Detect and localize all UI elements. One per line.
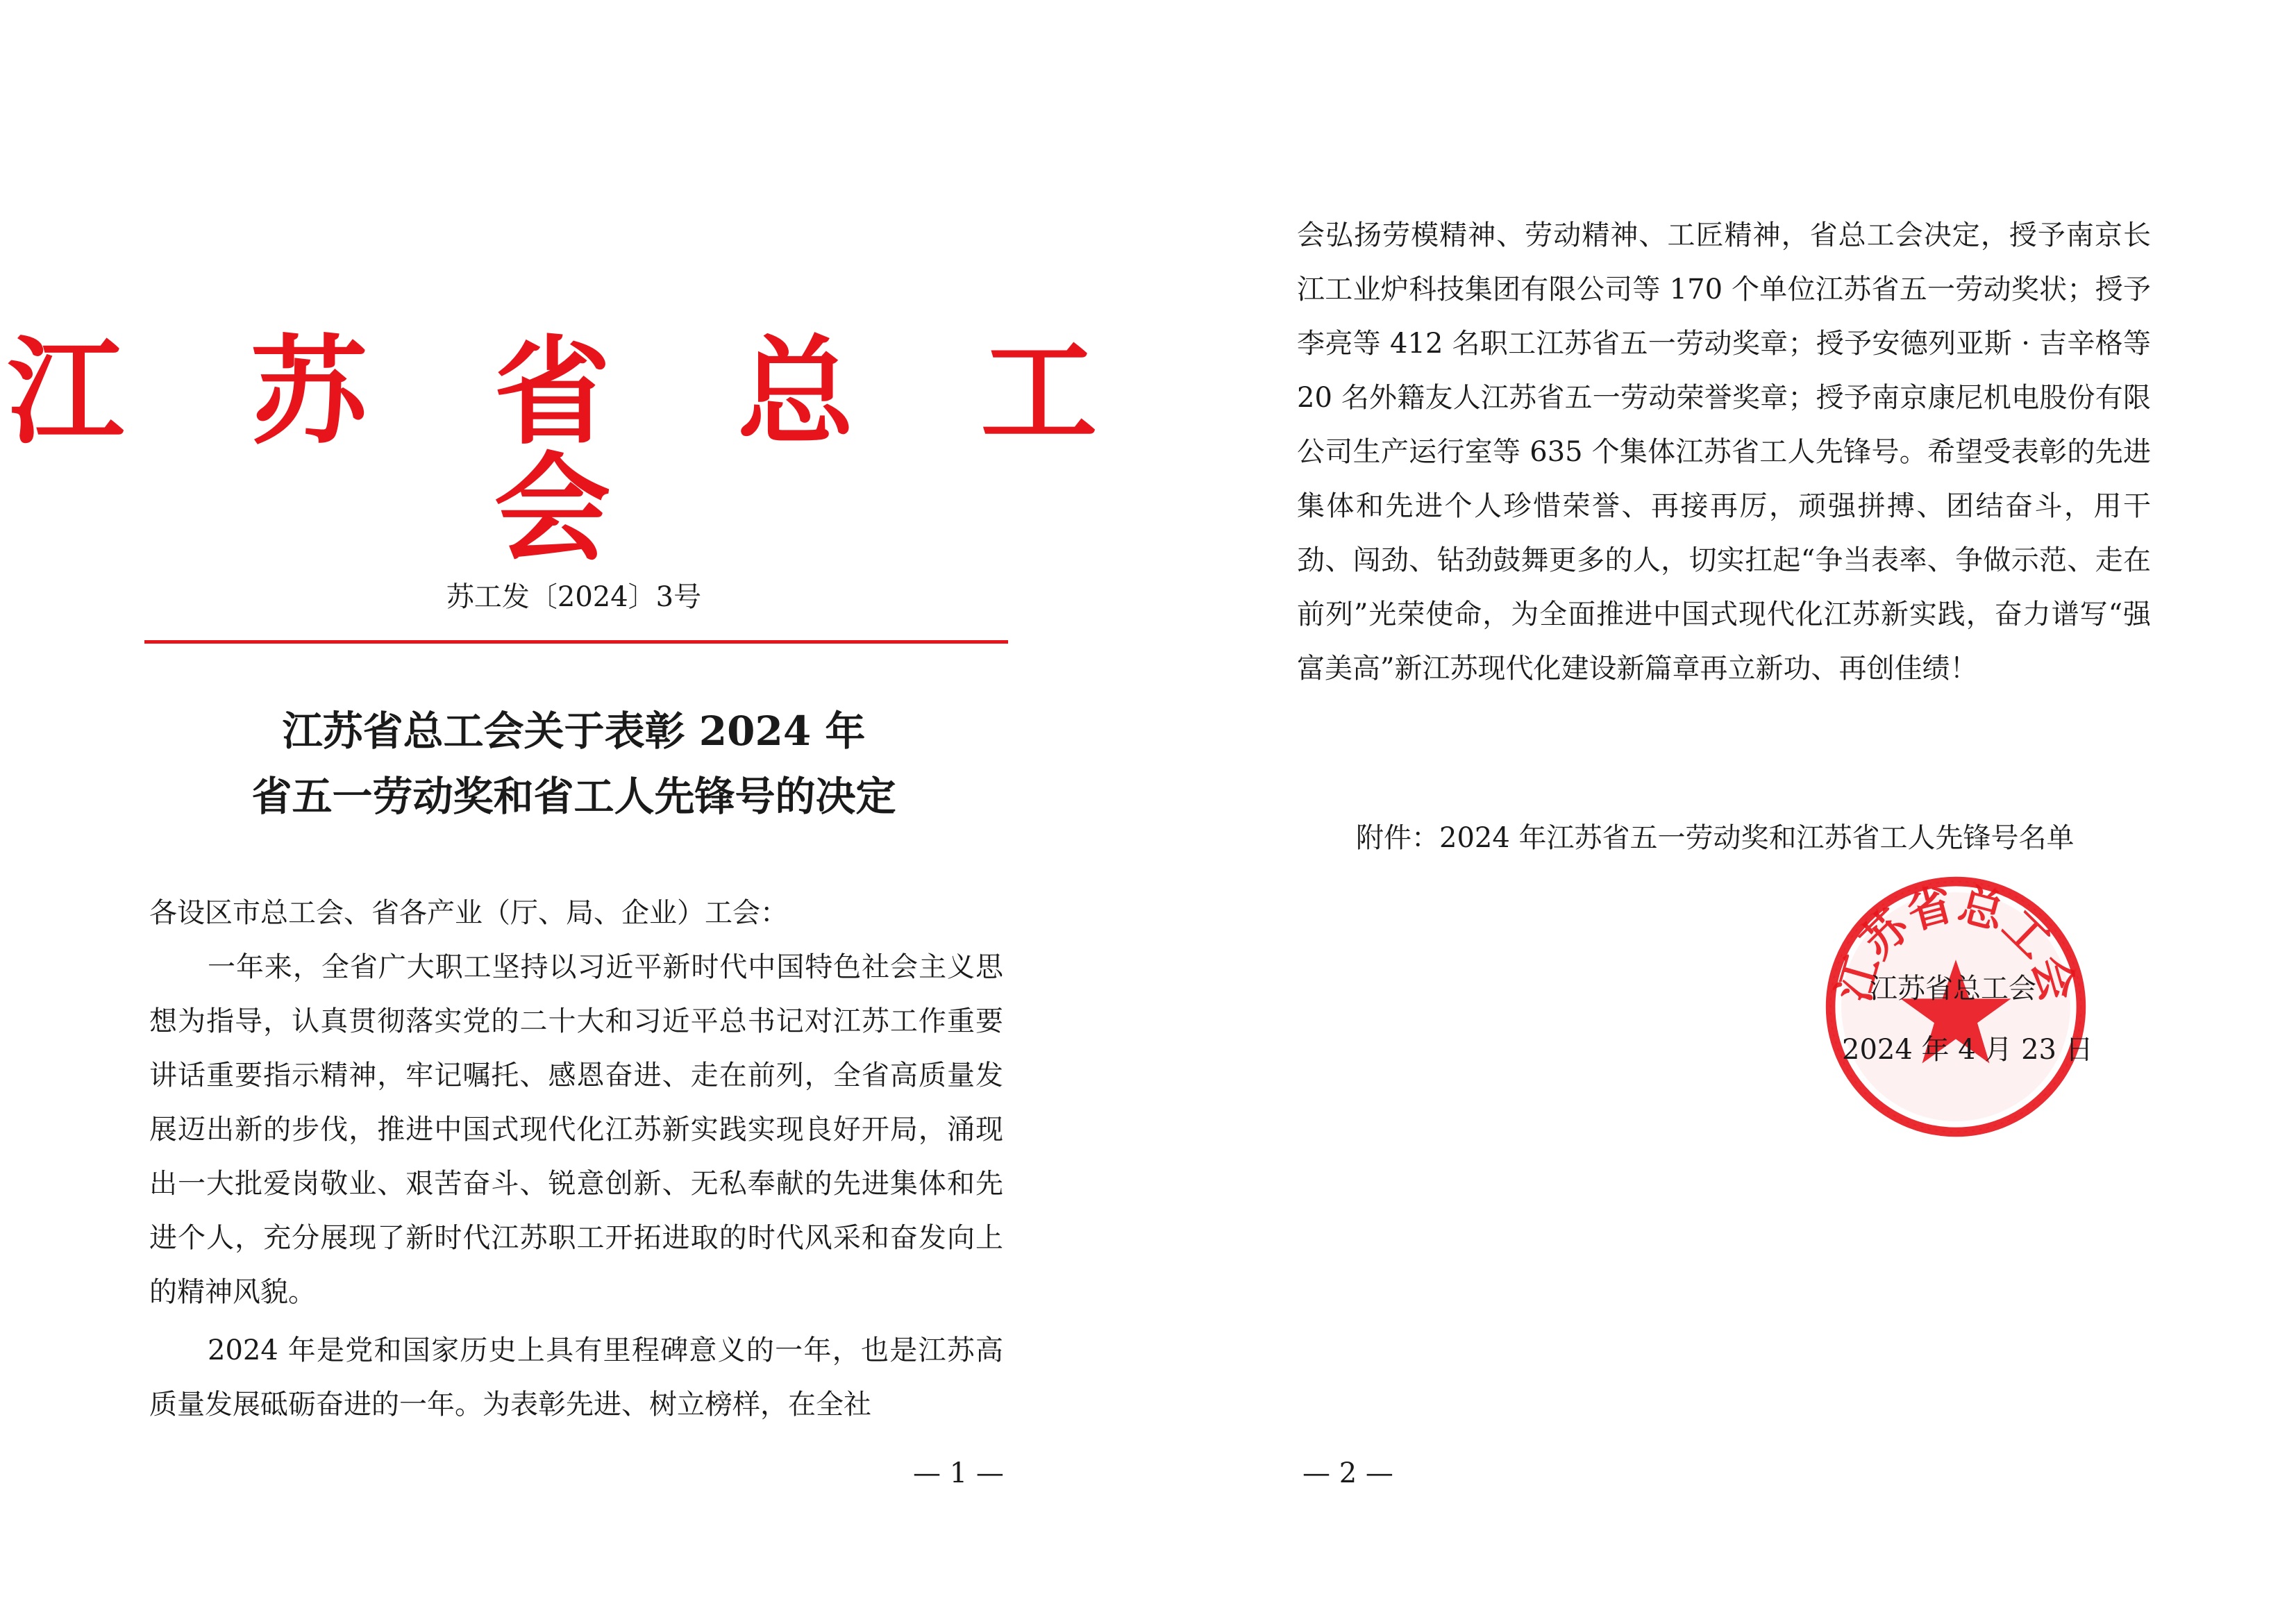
official-seal bbox=[1821, 872, 2090, 1141]
body-paragraph-1: 一年来，全省广大职工坚持以习近平新时代中国特色社会主义思想为指导，认真贯彻落实党的二十大和习近平总书记对江苏工作重要讲话重要指示精神，牢记嘱托、感恩奋进、走在前列，全省高质量发展迈出新的步伐，推进中国式现代化江苏新实践实现良好开局，涌现出一大批爱岗敬业、艰苦奋斗、锐意创新、无私奉献的先进集体和先进个人，充分展现了新时代江苏职工开拓进取的时代风采和奋发向上的精神风貌。 bbox=[149, 951, 1003, 1308]
document-number: 苏工发〔2024〕3号 bbox=[446, 581, 702, 613]
attachment-line: 附件：2024 年江苏省五一劳动奖和江苏省工人先锋号名单 bbox=[1356, 822, 2075, 854]
seal-text: 江苏省总工会 bbox=[1827, 878, 2084, 1007]
signature-date: 2024 年 4 月 23 日 bbox=[1842, 1034, 2093, 1066]
page-2-body bbox=[1297, 208, 2151, 696]
document-title-line-1: 江苏省总工会关于表彰 2024 年 bbox=[282, 708, 866, 755]
page-number-2: — 2 — bbox=[1302, 1457, 1393, 1489]
document-title-line-2: 省五一劳动奖和省工人先锋号的决定 bbox=[251, 773, 896, 820]
red-divider-line bbox=[144, 640, 1008, 644]
body-paragraph-continued: 会弘扬劳模精神、劳动精神、工匠精神，省总工会决定，授予南京长江工业炉科技集团有限公司等 170 个单位江苏省五一劳动奖状；授予李亮等 412 名职工江苏省五一劳动奖章；授予安德列亚斯 · 吉辛格等 20 名外籍友人江苏省五一劳动荣誉奖章；授予南京康尼机电股份有限公司生产运行室等 635 个集体江苏省工人先锋号。希望受表彰的先进集体和先进个人珍惜荣誉、再接再厉，顽强拼搏、团结奋斗，用干劲、闯劲、钻劲鼓舞更多的人，切实扛起“争当表率、争做示范、走在前列”光荣使命，为全面推进中国式现代化江苏新实践，奋力谱写“强富美高”新江苏现代化建设新篇章再立新功、再创佳绩！ bbox=[1297, 219, 2151, 685]
salutation: 各设区市总工会、省各产业（厅、局、企业）工会： bbox=[149, 897, 788, 929]
page-number-1: — 1 — bbox=[913, 1457, 1004, 1489]
body-paragraph-2: 2024 年是党和国家历史上具有里程碑意义的一年，也是江苏高质量发展砥砺奋进的一年。为表彰先进、树立榜样，在全社 bbox=[149, 1334, 1003, 1421]
masthead-title: 江 苏 省 总 工 会 bbox=[7, 323, 1141, 577]
page-1-body bbox=[149, 886, 1003, 1432]
signature-organization: 江苏省总工会 bbox=[1870, 973, 2036, 1005]
page-2 bbox=[1148, 0, 2296, 1624]
